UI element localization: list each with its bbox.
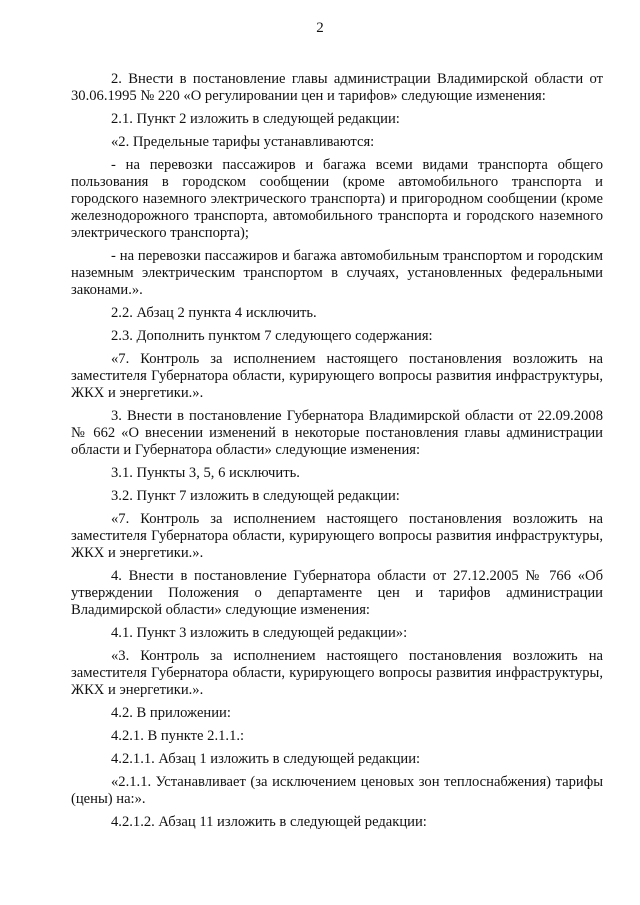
paragraph: 2.2. Абзац 2 пункта 4 исключить. [111, 305, 317, 321]
document-body [71, 71, 603, 831]
paragraph: «2. Предельные тарифы устанавливаются: [111, 134, 375, 150]
paragraph: «3. Контроль за исполнением настоящего постановления возложить на заместителя Губернатора области, курирующего вопросы развития инфраструктуры, ЖКХ и энергетики.». [71, 648, 603, 698]
paragraph: 4.1. Пункт 3 изложить в следующей редакции»: [111, 625, 408, 641]
paragraph: 3.1. Пункты 3, 5, 6 исключить. [111, 465, 300, 481]
paragraph: «7. Контроль за исполнением настоящего постановления возложить на заместителя Губернатора области, курирующего вопросы развития инфраструктуры, ЖКХ и энергетики.». [71, 351, 603, 401]
paragraph: 3. Внести в постановление Губернатора Владимирской области от 22.09.2008 № 662 «О внесении изменений в некоторые постановления главы администрации области и Губернатора области» следующие изменения: [71, 408, 603, 458]
page-number: 2 [316, 20, 324, 36]
paragraph: 4.2.1.1. Абзац 1 изложить в следующей редакции: [111, 751, 421, 767]
paragraph: 4. Внести в постановление Губернатора области от 27.12.2005 № 766 «Об утверждении Положения о департаменте цен и тарифов администрации Владимирской области» следующие изменения: [71, 568, 603, 618]
paragraph: - на перевозки пассажиров и багажа автомобильным транспортом и городским наземным электрическим транспортом в случаях, установленных федеральными законами.». [71, 248, 603, 298]
paragraph: «7. Контроль за исполнением настоящего постановления возложить на заместителя Губернатора области, курирующего вопросы развития инфраструктуры, ЖКХ и энергетики.». [71, 511, 603, 561]
paragraph: 4.2.1. В пункте 2.1.1.: [111, 728, 245, 744]
paragraph: 4.2.1.2. Абзац 11 изложить в следующей редакции: [111, 814, 427, 830]
paragraph: 4.2. В приложении: [111, 705, 231, 721]
paragraph: 2.3. Дополнить пунктом 7 следующего содержания: [111, 328, 433, 344]
paragraph: - на перевозки пассажиров и багажа всеми видами транспорта общего пользования в городском сообщении (кроме автомобильного транспорта и городского наземного электрического транспорта) и пригородном сообщении (кроме железнодорожного транспорта, автомобильного транспорта и городского наземного электрического транспорта); [71, 157, 603, 241]
paragraph: 2.1. Пункт 2 изложить в следующей редакции: [111, 111, 400, 127]
paragraph: 3.2. Пункт 7 изложить в следующей редакции: [111, 488, 400, 504]
paragraph: 2. Внести в постановление главы администрации Владимирской области от 30.06.1995 № 220 «О регулировании цен и тарифов» следующие изменения: [71, 71, 603, 104]
paragraph: «2.1.1. Устанавливает (за исключением ценовых зон теплоснабжения) тарифы (цены) на:». [71, 774, 603, 807]
